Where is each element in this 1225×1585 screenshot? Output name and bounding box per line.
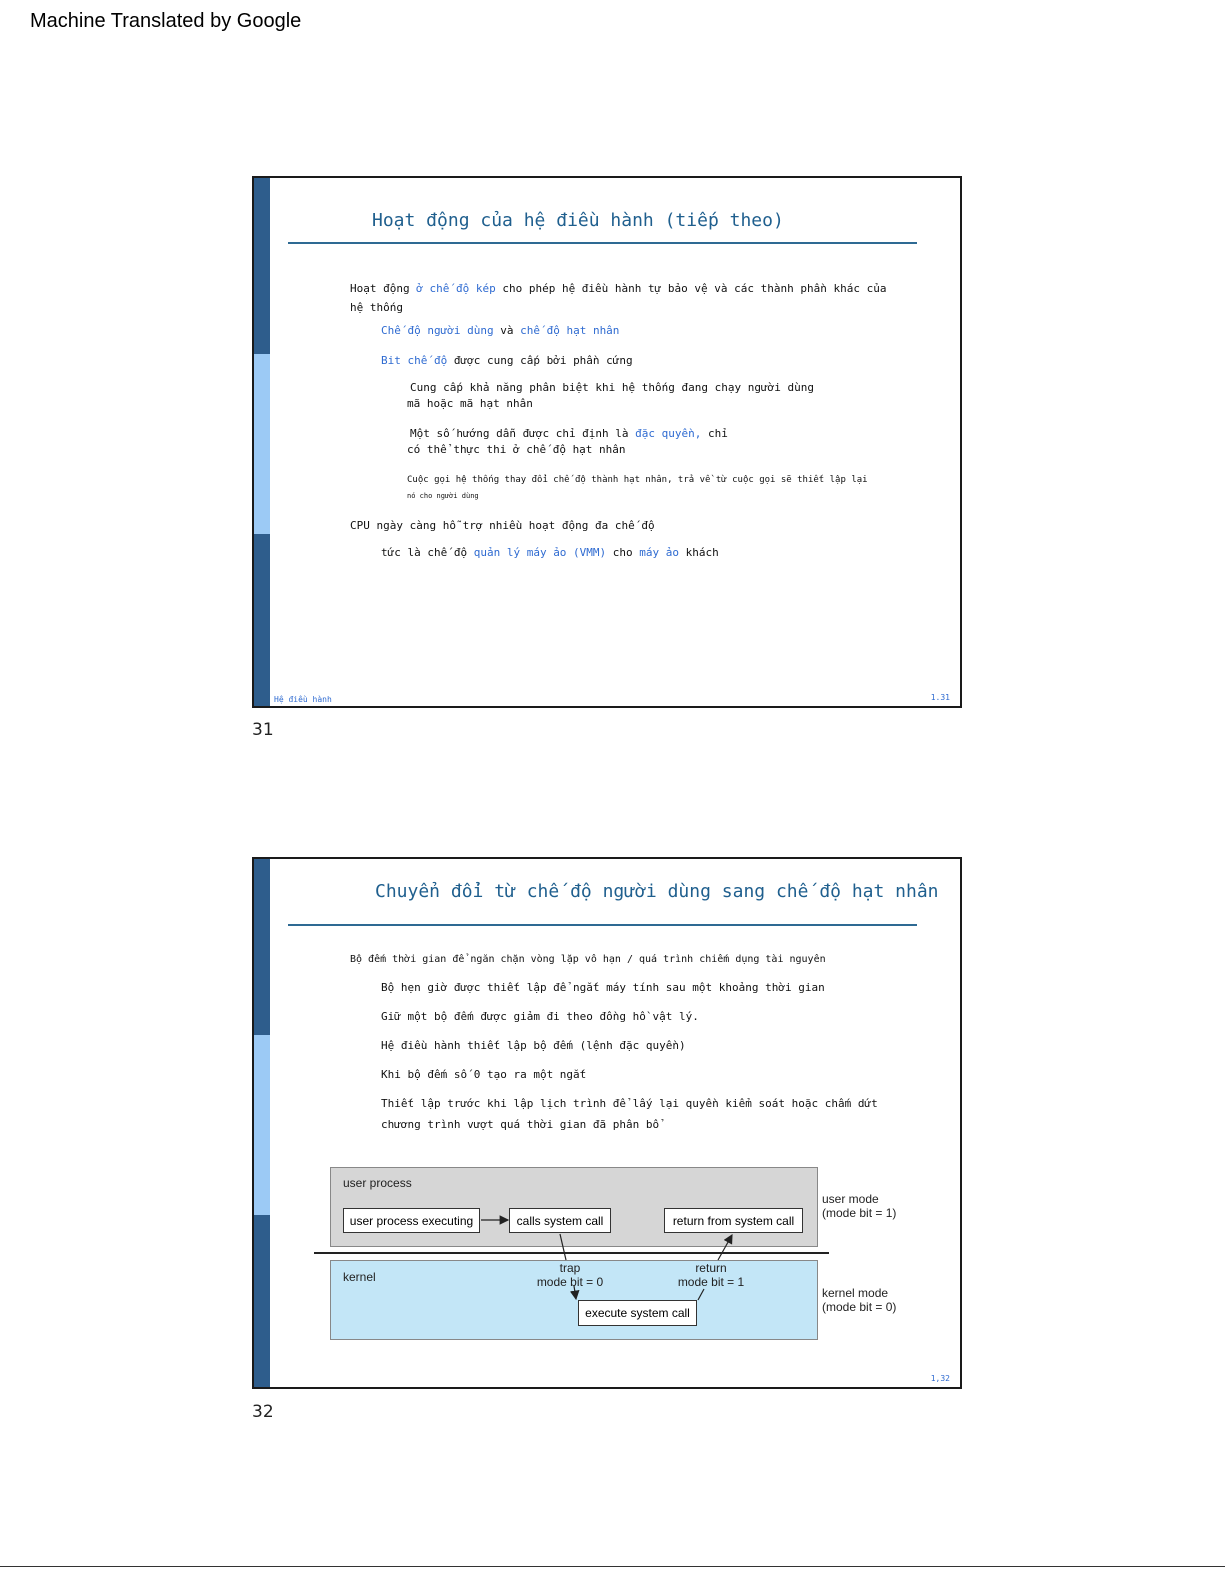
- arrow-execute-to-return: [698, 1289, 704, 1300]
- return-from-system-call-box: return from system call: [664, 1208, 803, 1233]
- mode-transition-diagram: [314, 1159, 914, 1349]
- body-line: Bộ đếm thời gian để ngăn chặn vòng lặp vô hạn / quá trình chiếm dụng tài nguyên: [350, 954, 826, 965]
- calls-system-call-box: calls system call: [509, 1208, 611, 1233]
- title-rule: [288, 924, 917, 926]
- sidebar-light-middle: [254, 1035, 270, 1215]
- sidebar-dark-top: [254, 859, 270, 1035]
- slide-number: 1.31: [930, 693, 950, 702]
- body-line: mã hoặc mã hạt nhân: [407, 397, 533, 410]
- page-bottom-rule: [0, 1566, 1225, 1567]
- slide-footer-left: Hệ điều hành: [274, 695, 332, 704]
- user-process-label: user process: [343, 1176, 412, 1190]
- body-line: Hệ điều hành thiết lập bộ đếm (lệnh đặc quyền): [381, 1039, 686, 1052]
- slide-number: 1,32: [930, 1374, 950, 1383]
- body-line: Thiết lập trước khi lập lịch trình để lấy lại quyền kiểm soát hoặc chấm dứt: [381, 1097, 878, 1110]
- title-rule: [288, 242, 917, 244]
- user-mode-label: user mode (mode bit = 1): [822, 1192, 897, 1220]
- body-line: tức là chế độ quản lý máy ảo (VMM) cho máy ảo khách: [381, 546, 719, 559]
- slide-sidebar: [254, 859, 270, 1387]
- body-line: Khi bộ đếm số 0 tạo ra một ngắt: [381, 1068, 587, 1081]
- page-number: 32: [252, 1402, 274, 1422]
- body-line: Bit chế độ được cung cấp bởi phần cứng: [381, 354, 633, 367]
- body-line: có thể thực thi ở chế độ hạt nhân: [407, 443, 626, 456]
- arrow-call-to-trap: [560, 1234, 566, 1260]
- machine-translated-header: Machine Translated by Google: [30, 10, 302, 32]
- body-line: hệ thống: [350, 301, 403, 314]
- body-line: Cung cấp khả năng phân biệt khi hệ thống đang chạy người dùng: [410, 381, 814, 394]
- body-line: CPU ngày càng hỗ trợ nhiều hoạt động đa chế độ: [350, 519, 655, 532]
- body-line: chương trình vượt quá thời gian đã phân bổ: [381, 1118, 660, 1131]
- sidebar-dark-bottom: [254, 1215, 270, 1389]
- slide-2: [252, 857, 962, 1389]
- user-process-executing-box: user process executing: [343, 1208, 480, 1233]
- body-line: Cuộc gọi hệ thống thay đổi chế độ thành hạt nhân, trả về từ cuộc gọi sẽ thiết lập lại: [407, 475, 868, 485]
- body-line: nó cho người dùng: [407, 492, 479, 500]
- sidebar-dark-top: [254, 178, 270, 354]
- body-line: Giữ một bộ đếm được giảm đi theo đồng hồ vật lý.: [381, 1010, 699, 1023]
- execute-system-call-box: execute system call: [578, 1300, 697, 1326]
- arrow-trap-to-execute: [574, 1286, 576, 1299]
- kernel-mode-label: kernel mode (mode bit = 0): [822, 1286, 897, 1314]
- body-line: Hoạt động ở chế độ kép cho phép hệ điều hành tự bảo vệ và các thành phần khác của: [350, 282, 887, 295]
- sidebar-light-middle: [254, 354, 270, 534]
- slide-title: Chuyển đổi từ chế độ người dùng sang chế độ hạt nhân: [375, 881, 939, 902]
- arrow-return-to-box: [718, 1235, 732, 1260]
- diagram-arrows: [314, 1159, 914, 1349]
- slide-sidebar: [254, 178, 270, 706]
- slide-1: [252, 176, 962, 708]
- kernel-label: kernel: [343, 1270, 376, 1284]
- body-line: Chế độ người dùng và chế độ hạt nhân: [381, 324, 620, 337]
- trap-label: trap mode bit = 0: [536, 1261, 604, 1289]
- page-number: 31: [252, 720, 274, 740]
- return-label: return mode bit = 1: [677, 1261, 745, 1289]
- sidebar-dark-bottom: [254, 534, 270, 708]
- body-line: Một số hướng dẫn được chỉ định là đặc quyền, chỉ: [410, 427, 728, 440]
- slide-title: Hoạt động của hệ điều hành (tiếp theo): [372, 210, 784, 231]
- body-line: Bộ hẹn giờ được thiết lập để ngắt máy tính sau một khoảng thời gian: [381, 981, 825, 994]
